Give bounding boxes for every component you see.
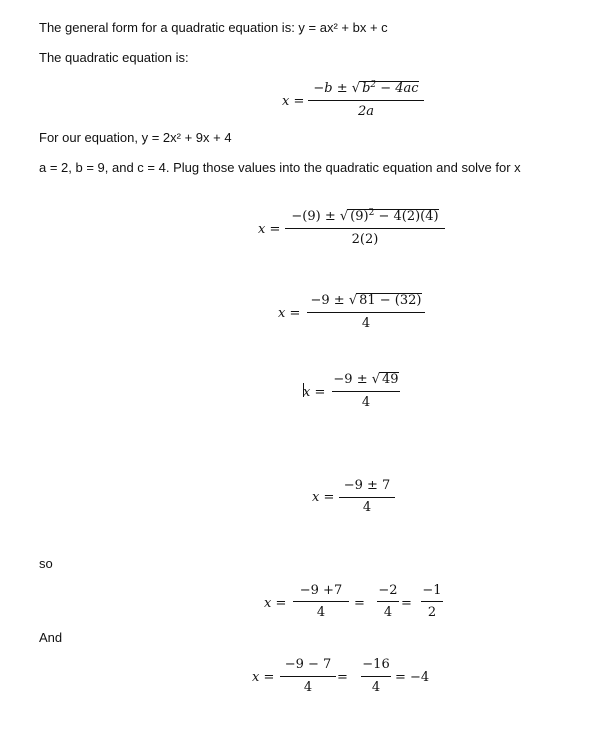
our-equation-text: For our equation, y = 2x² + 9x + 4: [39, 130, 232, 145]
sol1-lhs: x =: [264, 596, 287, 611]
general-denominator: 2a: [357, 104, 375, 119]
step2-denominator: 4: [361, 316, 371, 331]
step3-radicand: 49: [382, 372, 399, 387]
sqrt-icon: √: [371, 372, 381, 387]
step3-denominator: 4: [361, 395, 371, 410]
step4-lhs: x =: [312, 490, 335, 505]
step4-denominator: 4: [362, 500, 372, 515]
step1-num-pre: −(9) ±: [291, 209, 340, 224]
so-text: so: [39, 556, 53, 571]
sol2-equals-1: =: [337, 670, 348, 685]
step4-numerator: −9 ± 7: [343, 478, 391, 493]
sol1-f3-bar: [421, 601, 443, 602]
sol2-f1-denominator: 4: [303, 680, 313, 695]
quadratic-intro-text: The quadratic equation is:: [39, 50, 189, 65]
step3-fraction-bar: [332, 391, 400, 392]
sol1-f2-denominator: 4: [383, 605, 393, 620]
general-form-text: The general form for a quadratic equation is: y = ax² + bx + c: [39, 20, 388, 35]
sol2-f2-numerator: −16: [362, 657, 390, 672]
general-num-pre: −b ±: [313, 81, 352, 96]
sol2-f1-bar: [280, 676, 336, 677]
sol1-f1-bar: [293, 601, 349, 602]
sol2-result: = −4: [395, 670, 430, 685]
general-radicand: $b^2 - 4ac$: [362, 80, 419, 96]
sqrt-icon: √: [348, 293, 358, 308]
sol2-f2-bar: [361, 676, 391, 677]
step1-lhs: x =: [258, 222, 281, 237]
sol1-f1-numerator: −9 +7: [299, 583, 343, 598]
step1-denominator: 2(2): [351, 232, 379, 247]
step3-numerator: [329, 372, 403, 387]
step1-fraction-bar: [285, 228, 445, 229]
sol1-f3-numerator: −1: [422, 583, 442, 598]
step3-lhs: x =: [303, 385, 326, 400]
and-text: And: [39, 630, 63, 645]
step4-fraction-bar: [339, 497, 395, 498]
sqrt-icon: √: [351, 81, 361, 96]
sol1-equals-1: =: [354, 596, 365, 611]
general-fraction-bar: [308, 100, 424, 101]
sol1-f2-bar: [377, 601, 399, 602]
sol1-f1-denominator: 4: [316, 605, 326, 620]
step1-numerator: [282, 209, 448, 224]
values-text: a = 2, b = 9, and c = 4. Plug those values into the quadratic equation and solve for x: [39, 160, 521, 175]
sol1-f3-denominator: 2: [427, 605, 437, 620]
step2-fraction-bar: [307, 312, 425, 313]
step3-num-pre: −9 ±: [333, 372, 372, 387]
sol2-lhs: x =: [252, 670, 275, 685]
step2-radicand: 81 − (32): [359, 293, 422, 308]
general-numerator: [306, 81, 426, 96]
sqrt-icon: √: [339, 209, 349, 224]
step2-lhs: x =: [278, 306, 301, 321]
step1-radicand: $(9)^2 - 4(2)(4)$: [350, 208, 439, 224]
sol1-equals-2: =: [401, 596, 412, 611]
sol1-f2-numerator: −2: [378, 583, 398, 598]
step2-numerator: [304, 293, 428, 308]
step2-num-pre: −9 ±: [310, 293, 349, 308]
general-lhs: x =: [282, 94, 305, 109]
sol2-f2-denominator: 4: [371, 680, 381, 695]
sol2-f1-numerator: −9 − 7: [284, 657, 332, 672]
